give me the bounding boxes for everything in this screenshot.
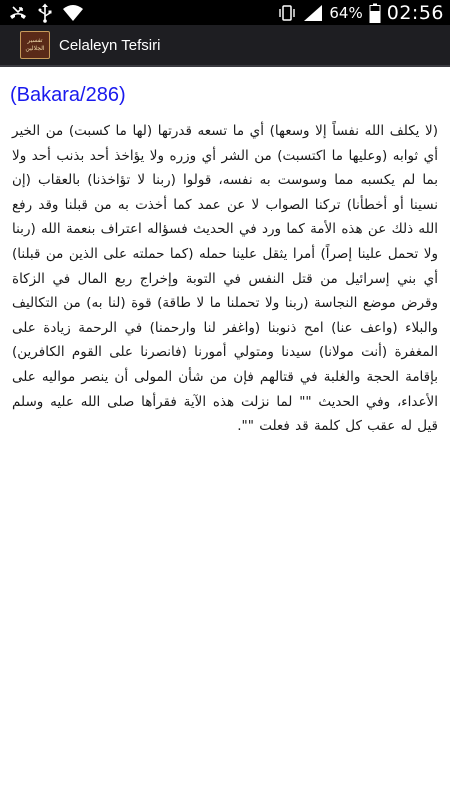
app-icon-label-top: تفسير xyxy=(27,37,43,44)
signal-icon xyxy=(303,4,323,22)
usb-icon xyxy=(38,3,52,23)
app-icon-label-bottom: الجلالين xyxy=(25,45,45,52)
tafsir-text: (لا يكلف الله نفساً إلا وسعها) أي ما تسعه قدرتها (لها ما كسبت) من الخير أي ثوابه (وعليها ما اكتسبت) من الشر أي وزره ولا يؤاخذ أحد بذنب أحد ولا بما لم يكسبه مما وسوست به نفسه، قولوا (ربنا لا تؤاخذنا) بالعقاب (إن نسينا أو أخطأنا) تركنا الصواب لا عن عمد كما أخذت به من قبلنا وقد رفع الله ذلك عن هذه الأمة كما ورد في الحديث فسؤاله اعتراف بنعمة الله (ربنا ولا تحمل علينا إصراً) أمرا يثقل علينا حمله (كما حملته على الذين من قبلنا) أي بني إسرائيل من قتل النفس في التوبة وإخراج ربع المال في الزكاة وقرض موضع النجاسة (ربنا ولا تحملنا ما لا طاقة) قوة (لنا به) من التكاليف والبلاء (واعف عنا) امح ذنوبنا (واغفر لنا وارحمنا) في الرحمة زيادة على المغفرة (أنت مولانا) سيدنا ومتولي أمورنا (فانصرنا على القوم الكافرين) بإقامة الحجة والغلبة في قتالهم فإن من شأن المولى أن ينصر مواليه على الأعداء، وفي الحديث "" لما نزلت هذه الآية فقرأها صلى الله عليه وسلم قيل له عقب كل كلمة قد فعلت "". xyxy=(12,123,438,435)
wifi-icon xyxy=(62,4,84,22)
status-bar xyxy=(0,0,450,25)
verse-reference: (Bakara/286) xyxy=(10,84,126,106)
status-bar-right xyxy=(271,0,444,25)
clock: 02:56 xyxy=(386,1,444,24)
app-icon[interactable] xyxy=(20,31,50,59)
battery-icon xyxy=(369,3,381,23)
status-bar-left xyxy=(8,0,94,25)
app-title: Celaleyn Tefsiri xyxy=(59,36,161,54)
action-bar xyxy=(0,25,450,67)
tafsir-content[interactable] xyxy=(0,69,450,800)
vibrate-icon xyxy=(277,4,297,22)
missed-call-icon xyxy=(8,5,28,21)
battery-percent: 64% xyxy=(329,3,363,22)
